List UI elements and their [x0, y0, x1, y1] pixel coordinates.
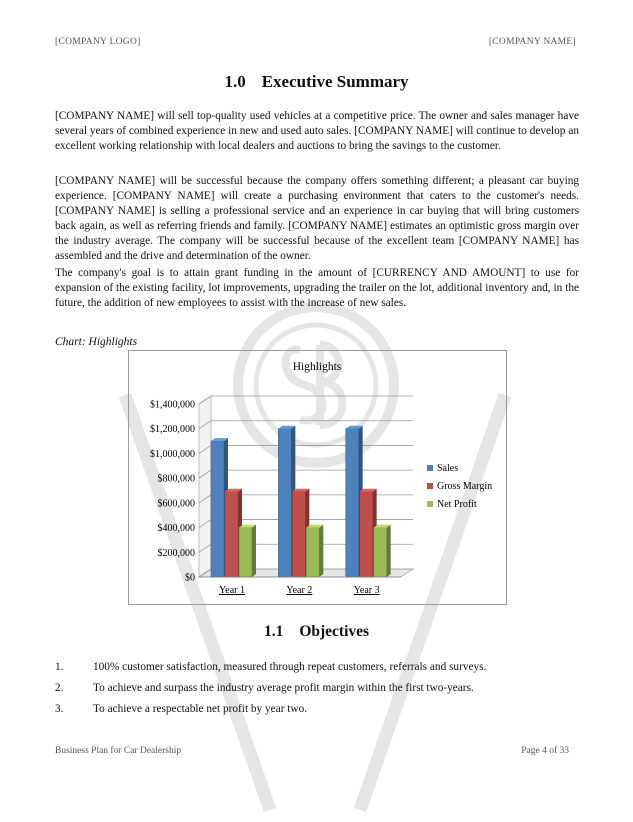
bar-gross-margin: [225, 492, 238, 577]
legend-label: Sales: [437, 463, 459, 474]
section-heading-objectives: [0, 623, 633, 641]
bar-sales: [211, 441, 224, 577]
list-number: 2.: [55, 682, 64, 694]
y-tick-label: $800,000: [157, 473, 195, 485]
legend-swatch: [427, 501, 433, 507]
bar-gross-margin: [292, 492, 305, 577]
list-text: 100% customer satisfaction, measured through repeat customers, referrals and surveys.: [93, 661, 487, 673]
legend-swatch: [427, 483, 433, 489]
bar-net-profit: [239, 528, 252, 577]
footer-document-title: Business Plan for Car Dealership: [55, 746, 182, 756]
bar-sales: [278, 429, 291, 577]
x-tick-label: Year 3: [353, 585, 380, 596]
footer-page-number: Page 4 of 33: [521, 746, 569, 756]
y-tick-label: $200,000: [157, 547, 195, 559]
list-number: 1.: [55, 661, 64, 673]
section-title: Executive Summary: [261, 72, 409, 91]
paragraph: The company's goal is to attain grant funding in the amount of [CURRENCY AND AMOUNT] to use for expansion of the existing facility, lot improvements, upgrading the trailer on the lot, additional inventory and, in the future, the addition of new employees to assist with the increase of new sales.: [55, 267, 579, 310]
gridline: [199, 396, 413, 404]
gridline: [199, 421, 413, 429]
y-tick-label: $400,000: [157, 523, 195, 535]
section-heading-executive-summary: [0, 72, 633, 92]
bar-side: [319, 525, 323, 577]
gridline: [199, 445, 413, 453]
highlights-chart: [128, 350, 507, 605]
bar-side: [387, 525, 391, 577]
bar-sales: [346, 429, 359, 577]
header-company-logo: [COMPANY LOGO]: [55, 37, 141, 47]
section-number: 1.0: [224, 72, 246, 91]
paragraph: [COMPANY NAME] will sell top-quality used vehicles at a competitive price. The owner and sales manager have several years of combined experience in new and used auto sales. [COMPANY NAME] will continue to develop an excellent working relationship with local dealers and auctions to bring the savings to the customer.: [55, 110, 579, 153]
list-item: [55, 682, 474, 694]
list-item: [55, 703, 307, 715]
legend-swatch: [427, 465, 433, 471]
list-text: To achieve a respectable net profit by year two.: [93, 703, 308, 715]
gridline: [199, 470, 413, 478]
paragraph: [COMPANY NAME] will be successful because the company offers something different; a pleasant car buying experience. [COMPANY NAME] will create a purchasing environment that caters to the customer's needs. [COMPANY NAME] is selling a professional service and an experience in car buying that will bring customers back again, as well as referring friends and family. [COMPANY NAME] estimates an optimistic gross margin over the industry average. The company will be successful because of the excellent team [COMPANY NAME] has assembled and the drive and determination of the owner.: [55, 175, 579, 263]
chart-title: Highlights: [292, 361, 342, 373]
y-tick-label: $0: [185, 572, 195, 584]
y-tick-label: $1,400,000: [150, 399, 195, 411]
bar-net-profit: [374, 528, 387, 577]
list-text: To achieve and surpass the industry average profit margin within the first two-years.: [93, 682, 474, 694]
list-number: 3.: [55, 703, 64, 715]
header-company-name: [COMPANY NAME]: [488, 37, 576, 47]
bar-net-profit: [306, 528, 319, 577]
section-number: 1.1: [263, 623, 284, 640]
y-tick-label: $600,000: [157, 498, 195, 510]
x-tick-label: Year 2: [286, 585, 313, 596]
chart-side-wall: [199, 396, 211, 577]
chart-canvas: [129, 351, 506, 604]
chart-caption: Chart: Highlights: [55, 336, 138, 348]
y-tick-label: $1,000,000: [150, 448, 195, 460]
bar-gross-margin: [360, 492, 373, 577]
list-item: [55, 661, 486, 673]
bar-side: [252, 525, 256, 577]
y-tick-label: $1,200,000: [150, 424, 195, 436]
legend-label: Net Profit: [437, 499, 477, 510]
x-tick-label: Year 1: [219, 585, 245, 596]
legend-label: Gross Margin: [437, 481, 493, 492]
section-title: Objectives: [299, 623, 370, 640]
